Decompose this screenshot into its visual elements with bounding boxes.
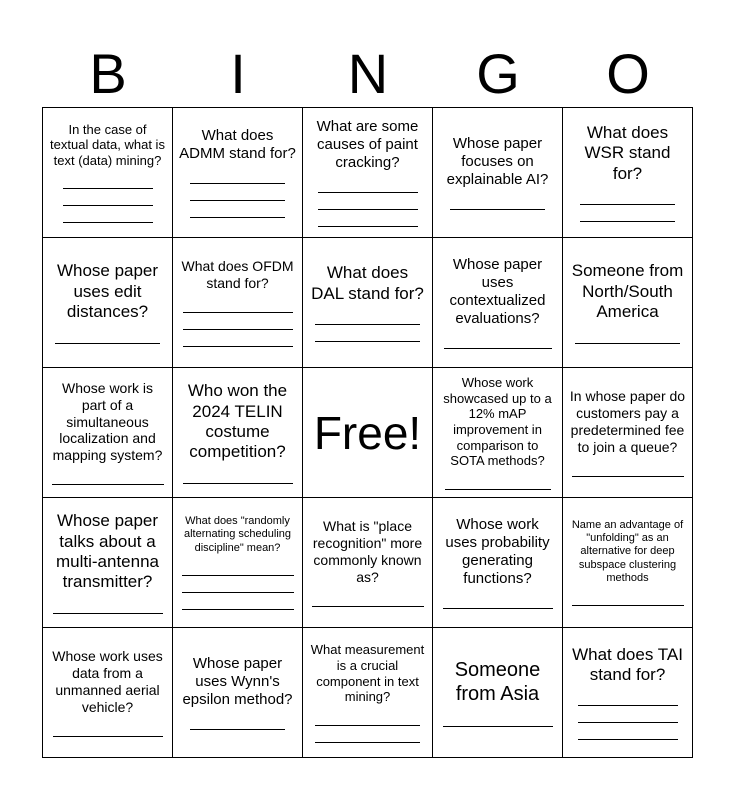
bingo-cell [42,367,173,498]
bingo-cell [432,237,563,368]
answer-line [572,460,684,477]
answer-lines [179,713,296,730]
answer-line [182,593,294,610]
answer-lines [49,327,166,344]
answer-lines [49,597,166,614]
answer-line [443,592,553,609]
cell-question: What is "place recognition" more commonly known as? [312,518,423,585]
answer-lines [569,689,686,740]
answer-line [578,706,678,723]
answer-line [190,201,285,218]
answer-line [63,172,153,189]
answer-line [318,176,418,193]
answer-line [183,296,293,313]
answer-line [318,193,418,210]
answer-line [55,327,160,344]
cell-question: What does OFDM stand for? [181,258,294,291]
answer-line [315,308,420,325]
header-letter-b: B [89,42,127,105]
cell-question: What are some causes of paint cracking? [316,118,419,171]
answer-line [183,330,293,347]
bingo-cell [562,627,693,758]
answer-line [315,709,420,726]
cell-question: What does "randomly alternating scheduling discipline" mean? [183,515,292,554]
cell-question: What does TAI stand for? [572,644,683,684]
cell-question: Whose paper uses Wynn's epsilon method? [182,655,293,708]
answer-line [578,723,678,740]
answer-line [53,597,163,614]
answer-line [312,590,424,607]
bingo-cell [302,627,433,758]
answer-line [183,467,293,484]
answer-line [315,726,420,743]
bingo-cell [562,367,693,498]
bingo-cell [432,497,563,628]
answer-line [318,210,418,227]
cell-question: Whose paper focuses on explainable AI? [446,135,549,188]
answer-line [52,468,164,485]
answer-lines [439,592,556,609]
bingo-cell [172,237,303,368]
answer-lines [569,589,686,606]
cell-question: Who won the 2024 TELIN costume competition? [187,381,288,462]
answer-lines [179,467,296,484]
cell-question: What does ADMM stand for? [179,127,296,162]
cell-question: In whose paper do customers pay a predetermined fee to join a queue? [569,388,686,455]
answer-line [190,184,285,201]
bingo-cell [42,237,173,368]
header-letter-n: N [347,42,389,105]
bingo-cell [562,107,693,238]
cell-question: In the case of textual data, what is text (data) mining? [50,121,165,168]
answer-lines [569,327,686,344]
bingo-grid [43,108,693,758]
answer-lines [439,332,556,349]
answer-line [580,188,675,205]
cell-question: Whose work uses data from a unmanned aerial vehicle? [52,648,163,715]
answer-lines [309,709,426,743]
header-letter-o: O [606,42,650,105]
answer-lines [179,296,296,347]
answer-line [575,327,680,344]
answer-lines [309,308,426,342]
cell-question: What does DAL stand for? [311,263,424,303]
cell-question: What does WSR stand for? [584,122,671,183]
answer-line [182,559,294,576]
cell-question: Someone from North/South America [571,261,684,322]
bingo-cell [562,497,693,628]
answer-lines [439,710,556,727]
bingo-cell [432,627,563,758]
answer-lines [179,167,296,218]
bingo-cell [172,497,303,628]
bingo-cell [172,107,303,238]
answer-line [445,473,551,490]
answer-lines [49,468,166,485]
cell-question: Whose work uses probability generating functions? [445,516,550,587]
answer-line [444,332,552,349]
answer-lines [569,188,686,222]
cell-question: Whose paper uses contextualized evaluations? [449,256,546,327]
answer-lines [439,193,556,210]
cell-question: Someone from Asia [454,659,541,705]
answer-line [443,710,553,727]
bingo-cell [562,237,693,368]
cell-question: Name an advantage of "unfolding" as an alternative for deep subspace clustering methods [571,519,684,584]
bingo-cell [172,367,303,498]
header-letter-i: I [230,42,246,105]
answer-line [190,167,285,184]
bingo-cell [42,497,173,628]
answer-lines [569,460,686,477]
header-letter-g: G [476,42,520,105]
answer-lines [49,172,166,223]
bingo-cell [302,497,433,628]
answer-line [578,689,678,706]
bingo-cell [302,107,433,238]
answer-line [183,313,293,330]
bingo-cell [172,627,303,758]
bingo-header [43,40,693,108]
answer-line [450,193,545,210]
cell-question: Whose work showcased up to a 12% mAP improvement in comparison to SOTA methods? [443,375,552,469]
cell-question: Whose work is part of a simultaneous localization and mapping system? [52,380,163,464]
answer-lines [179,559,296,610]
cell-question: Whose paper talks about a multi-antenna transmitter? [55,511,159,592]
answer-line [580,205,675,222]
free-space-cell [302,367,433,498]
bingo-cell [302,237,433,368]
answer-line [315,325,420,342]
bingo-cell [42,627,173,758]
answer-line [63,189,153,206]
answer-line [53,720,163,737]
answer-lines [309,176,426,227]
answer-lines [439,473,556,490]
answer-lines [49,720,166,737]
bingo-cell [42,107,173,238]
answer-line [182,576,294,593]
bingo-cell [432,367,563,498]
answer-line [572,589,684,606]
cell-question: What measurement is a crucial component in text mining? [310,642,425,705]
cell-question: Whose paper uses edit distances? [56,261,159,322]
answer-line [63,206,153,223]
answer-line [190,713,285,730]
answer-lines [309,590,426,607]
free-space-label: Free! [313,406,422,459]
bingo-cell [432,107,563,238]
